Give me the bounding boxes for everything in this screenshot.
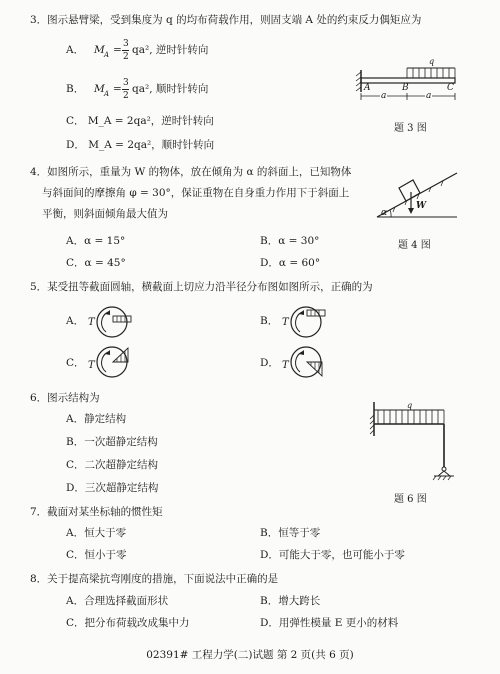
q5-c-torque-label: T <box>88 360 95 371</box>
q5-stem: 5．某受扭等截面圆轴，横截面上切应力沿半径分布图如图所示，正确的为 <box>30 281 373 293</box>
q7-option-c: C．恒小于零 <box>66 549 127 561</box>
q8-stem: 8．关于提高梁抗弯刚度的措施，下面说法中正确的是 <box>30 573 279 585</box>
q8-option-c: C．把分布荷载改成集中力 <box>66 617 190 629</box>
q5-option-b-label: B． <box>260 315 279 327</box>
q3-fig-B-label: B <box>402 83 409 93</box>
q4-option-b: B．α = 30° <box>260 235 320 247</box>
page-footer: 02391# 工程力学(二)试题 第 2 页(共 6 页) <box>146 649 354 661</box>
q4-figure <box>375 170 465 225</box>
q5-option-d-label: D． <box>260 357 279 369</box>
q4-fig-W-label: W <box>416 201 427 211</box>
q6-option-b: B．一次超静定结构 <box>66 436 158 448</box>
q3-fig-A-label: A <box>364 83 371 93</box>
q5-option-a-diagram <box>96 304 140 340</box>
q6-figure <box>370 396 460 481</box>
q5-option-c-label: C． <box>66 357 85 369</box>
q8-option-d: D．用弹性模量 E 更小的材料 <box>260 617 399 629</box>
q5-b-torque-label: T <box>282 317 289 328</box>
q6-option-d: D．三次超静定结构 <box>66 482 159 494</box>
q8-option-b: B．增大跨长 <box>260 595 321 607</box>
q5-a-torque-label: T <box>88 317 95 328</box>
q3-stem: 3．图示悬臂梁，受到集度为 q 的均布荷载作用，则固支端 A 处的约束反力偶矩应为 <box>30 14 422 26</box>
q4-option-c: C．α = 45° <box>66 257 126 269</box>
q3-option-d: D． M_A = 2qa²，顺时针转向 <box>66 139 215 151</box>
q5-option-a-label: A． <box>66 315 85 327</box>
q4-stem-3: 平衡，则斜面倾角最大值为 <box>42 208 168 220</box>
q7-option-b: B．恒等于零 <box>260 527 321 539</box>
q3-fig-a2-label: a <box>426 91 432 101</box>
q7-stem: 7．截面对某坐标轴的惯性矩 <box>30 506 163 518</box>
q3-fig-q-label: q <box>429 57 435 66</box>
q6-fig-q-label: q <box>407 401 413 410</box>
q4-figure-caption: 题 4 图 <box>398 240 431 251</box>
q6-figure-caption: 题 6 图 <box>394 494 427 505</box>
q4-option-d: D．α = 60° <box>260 257 321 269</box>
q6-option-c: C．二次超静定结构 <box>66 459 159 471</box>
q5-option-b-diagram <box>290 304 334 340</box>
q8-option-a: A．合理选择截面形状 <box>66 595 169 607</box>
q3-fig-C-label: C <box>447 83 454 93</box>
q3-option-c: C． M_A = 2qa²，逆时针转向 <box>66 115 214 127</box>
q6-stem: 6．图示结构为 <box>30 392 100 404</box>
q7-option-a: A．恒大于零 <box>66 527 127 539</box>
q3-fig-a1-label: a <box>381 91 387 101</box>
q6-option-a: A．静定结构 <box>66 413 127 425</box>
q4-option-a: A．α = 15° <box>66 235 126 247</box>
q5-option-d-diagram <box>290 344 334 382</box>
q3-figure-caption: 题 3 图 <box>394 123 427 134</box>
q7-option-d: D．可能大于零，也可能小于零 <box>260 549 405 561</box>
q4-stem-1: 4．如图所示，重量为 W 的物体，放在倾角为 α 的斜面上，已知物体 <box>30 166 352 178</box>
q5-d-torque-label: T <box>282 360 289 371</box>
q4-fig-alpha-label: α <box>381 208 388 218</box>
q5-option-c-diagram <box>96 344 140 380</box>
q4-stem-2: 与斜面间的摩擦角 φ = 30°，保证重物在自身重力作用下于斜面上 <box>42 187 350 199</box>
